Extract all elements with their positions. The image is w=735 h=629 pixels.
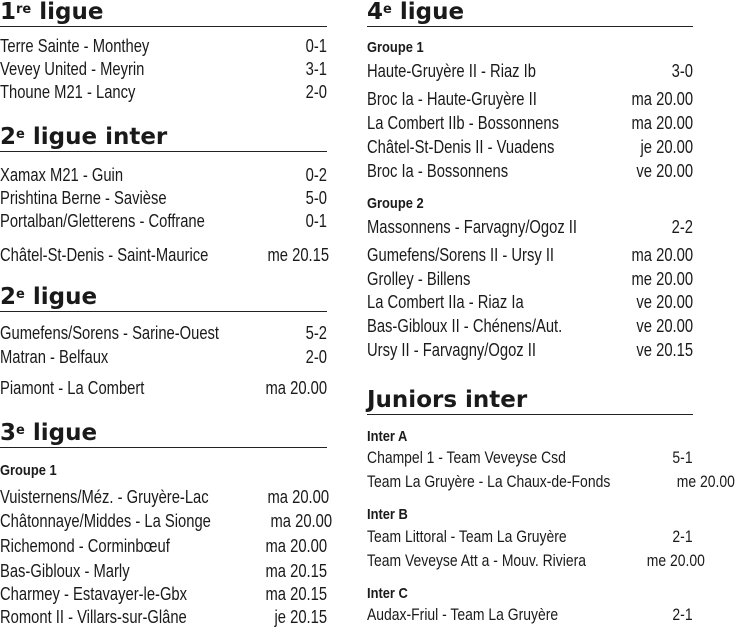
match-result: ma 20.00 [631,89,693,109]
match-teams: Richemond - Corminbœuf [0,536,170,556]
match-row [0,584,327,604]
group-title-inter-c: Inter C [367,585,408,602]
heading-text: Juniors inter [367,387,528,413]
section-heading-2-ligue-inter [0,125,327,152]
match-teams: La Combert IIa - Riaz Ia [367,292,524,312]
heading-text: ligue [391,0,465,25]
match-teams: Châtonnaye/Middes - La Sionge [0,511,211,531]
match-row [0,323,327,343]
match-teams: Portalban/Gletterens - Coffrane [0,211,205,231]
match-row [367,472,735,492]
match-result: 5-2 [305,323,327,343]
match-teams: Haute-Gruyère II - Riaz Ib [367,61,536,81]
match-teams: Xamax M21 - Guin [0,165,124,185]
match-teams: Ursy II - Farvagny/Ogoz II [367,340,536,360]
match-teams: Châtel-St-Denis II - Vuadens [367,137,555,157]
match-teams: Massonnens - Farvagny/Ogoz II [367,217,578,237]
group-title-groupe-1: Groupe 1 [367,39,424,56]
match-result: 5-1 [672,448,693,467]
match-teams: Matran - Belfaux [0,347,109,367]
match-row [367,245,693,265]
match-result: 2-0 [305,347,327,367]
section-heading-4-ligue [367,0,693,27]
match-teams: Prishtina Berne - Savièse [0,188,167,208]
match-row [367,269,693,289]
match-teams: Broc Ia - Haute-Gruyère II [367,89,537,109]
match-row [367,113,693,133]
match-row [367,61,693,81]
match-row [367,340,693,360]
match-row [0,36,327,56]
match-result: 2-2 [671,217,693,237]
match-teams: Grolley - Billens [367,269,471,289]
section-heading-3-ligue [0,421,327,448]
match-teams: Bas-Gibloux II - Chénens/Aut. [367,316,563,336]
match-teams: Charmey - Estavayer-le-Gbx [0,584,188,604]
match-result: ve 20.00 [636,292,693,312]
match-result: je 20.00 [640,137,693,157]
match-row [367,605,693,625]
match-teams: Vuisternens/Méz. - Gruyère-Lac [0,487,209,507]
group-title-groupe-2: Groupe 2 [367,195,424,212]
match-row [367,137,693,157]
match-row [367,448,693,468]
match-teams: Gumefens/Sorens II - Ursy II [367,245,555,265]
match-row [0,188,327,208]
heading-text: ligue [31,0,104,25]
heading-text: 4 [367,0,384,25]
section-heading-juniors-inter [367,388,693,415]
match-teams: Vevey United - Meyrin [0,59,145,79]
match-teams: Terre Sainte - Monthey [0,36,150,56]
group-title-inter-b: Inter B [367,506,408,523]
heading-text: 1 [0,0,17,25]
heading-text: 2 [0,124,17,150]
match-row [0,378,327,398]
match-result: 2-1 [672,527,693,546]
match-result: ve 20.00 [636,316,693,336]
match-row [0,561,327,581]
match-result: me 20.00 [646,551,705,570]
heading-text: ligue [24,420,98,446]
match-row [0,511,333,531]
heading-text: 2 [0,284,17,310]
match-row [0,82,327,102]
match-result: 0-1 [305,36,327,56]
match-teams: Bas-Gibloux - Marly [0,561,130,581]
match-row [0,607,327,627]
match-result: 3-0 [671,61,693,81]
match-row [0,487,330,507]
match-teams: Champel 1 - Team Veveyse Csd [367,448,566,467]
match-teams: Piamont - La Combert [0,378,145,398]
match-teams: Châtel-St-Denis - Saint-Maurice [0,245,209,265]
heading-text: ligue inter [24,124,168,150]
group-title-inter-a: Inter A [367,428,408,445]
match-result: je 20.15 [274,607,327,627]
section-heading-1-ligue [0,0,327,27]
match-teams: Team La Gruyère - La Chaux-de-Fonds [367,472,611,491]
match-row [367,292,693,312]
match-result: 0-1 [305,211,327,231]
match-result: ve 20.00 [636,161,693,181]
match-result: 5-0 [305,188,327,208]
match-result: 2-0 [305,82,327,102]
match-row [0,165,327,185]
match-row [0,59,327,79]
heading-text: ligue [24,284,98,310]
match-result: ve 20.15 [636,340,693,360]
match-teams: Audax-Friul - Team La Gruyère [367,605,559,624]
match-teams: Romont II - Villars-sur-Glâne [0,607,187,627]
section-heading-2-ligue [0,285,327,312]
heading-superscript: re [16,2,32,17]
match-row [367,527,693,547]
match-result: ma 20.00 [270,511,333,531]
match-row [367,316,693,336]
heading-superscript: e [16,127,25,142]
match-result: 3-1 [305,59,327,79]
match-result: me 20.00 [631,269,693,289]
match-row [367,217,693,237]
match-result: ma 20.00 [631,245,693,265]
match-row [0,347,327,367]
heading-text: 3 [0,420,17,446]
match-result: ma 20.15 [265,561,327,581]
match-result: me 20.00 [676,472,735,491]
group-title-groupe-1: Groupe 1 [0,462,57,479]
match-row [0,245,330,265]
match-teams: Thoune M21 - Lancy [0,82,136,102]
match-teams: Team Veveyse Att a - Mouv. Riviera [367,551,587,570]
match-teams: Team Littoral - Team La Gruyère [367,527,567,546]
match-result: ma 20.00 [265,536,327,556]
match-result: me 20.15 [267,245,330,265]
match-result: 0-2 [305,165,327,185]
heading-superscript: e [16,423,25,438]
match-result: ma 20.00 [267,487,330,507]
match-row [367,551,705,571]
match-result: 2-1 [672,605,693,624]
heading-superscript: e [383,2,392,17]
match-result: ma 20.00 [631,113,693,133]
match-row [0,536,327,556]
heading-superscript: e [16,287,25,302]
match-teams: Gumefens/Sorens - Sarine-Ouest [0,323,220,343]
match-row [367,161,693,181]
match-result: ma 20.15 [265,584,327,604]
match-teams: La Combert IIb - Bossonnens [367,113,559,133]
match-teams: Broc Ia - Bossonnens [367,161,509,181]
match-row [0,211,327,231]
match-row [367,89,693,109]
match-result: ma 20.00 [265,378,327,398]
